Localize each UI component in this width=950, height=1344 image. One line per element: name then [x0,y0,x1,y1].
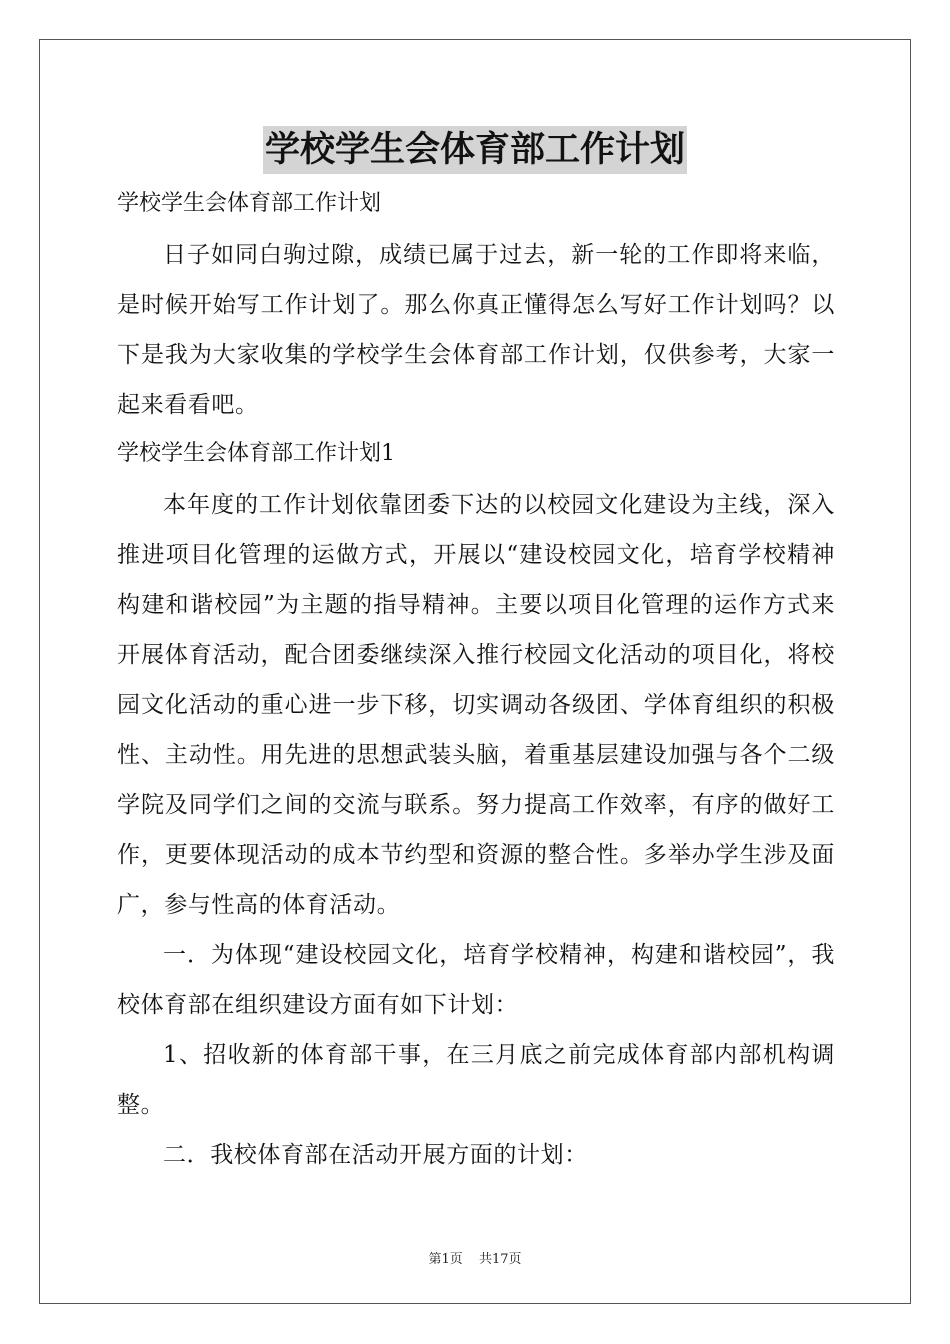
page-footer [0,1248,950,1267]
title-wrap [0,126,950,174]
point-2-paragraph: 二．我校体育部在活动开展方面的计划： [163,1142,588,1168]
intro-paragraph: 日子如同白驹过隙，成绩已属于过去，新一轮的工作即将来临，是时候开始写工作计划了。那么你真正懂得怎么写好工作计划吗？以下是我为大家收集的学校学生会体育部工作计划，仅供参考，大家一起来看看吧。 [117,242,835,418]
page-total: 共17页 [478,1252,522,1267]
item-1-paragraph: 1、招收新的体育部干事，在三月底之前完成体育部内部机构调整。 [117,1042,835,1118]
section-1-paragraph: 本年度的工作计划依靠团委下达的以校园文化建设为主线，深入推进项目化管理的运做方式，开展以“建设校园文化，培育学校精神构建和谐校园”为主题的指导精神。主要以项目化管理的运作方式来开展体育活动，配合团委继续深入推行校园文化活动的项目化，将校园文化活动的重心进一步下移，切实调动各级团、学体育组织的积极性、主动性。用先进的思想武装头脑，着重基层建设加强与各个二级学院及同学们之间的交流与联系。努力提高工作效率，有序的做好工作，更要体现活动的成本节约型和资源的整合性。多举办学生涉及面广，参与性高的体育活动。 [117,492,835,918]
document-title: 学校学生会体育部工作计划 [263,126,687,174]
point-1-paragraph: 一．为体现“建设校园文化，培育学校精神，构建和谐校园”，我校体育部在组织建设方面有如下计划： [117,942,835,1018]
document-body [117,180,835,1180]
page-number: 第1页 [428,1252,463,1267]
document-subtitle: 学校学生会体育部工作计划 [117,191,382,216]
section-1-heading: 学校学生会体育部工作计划1 [117,441,395,466]
